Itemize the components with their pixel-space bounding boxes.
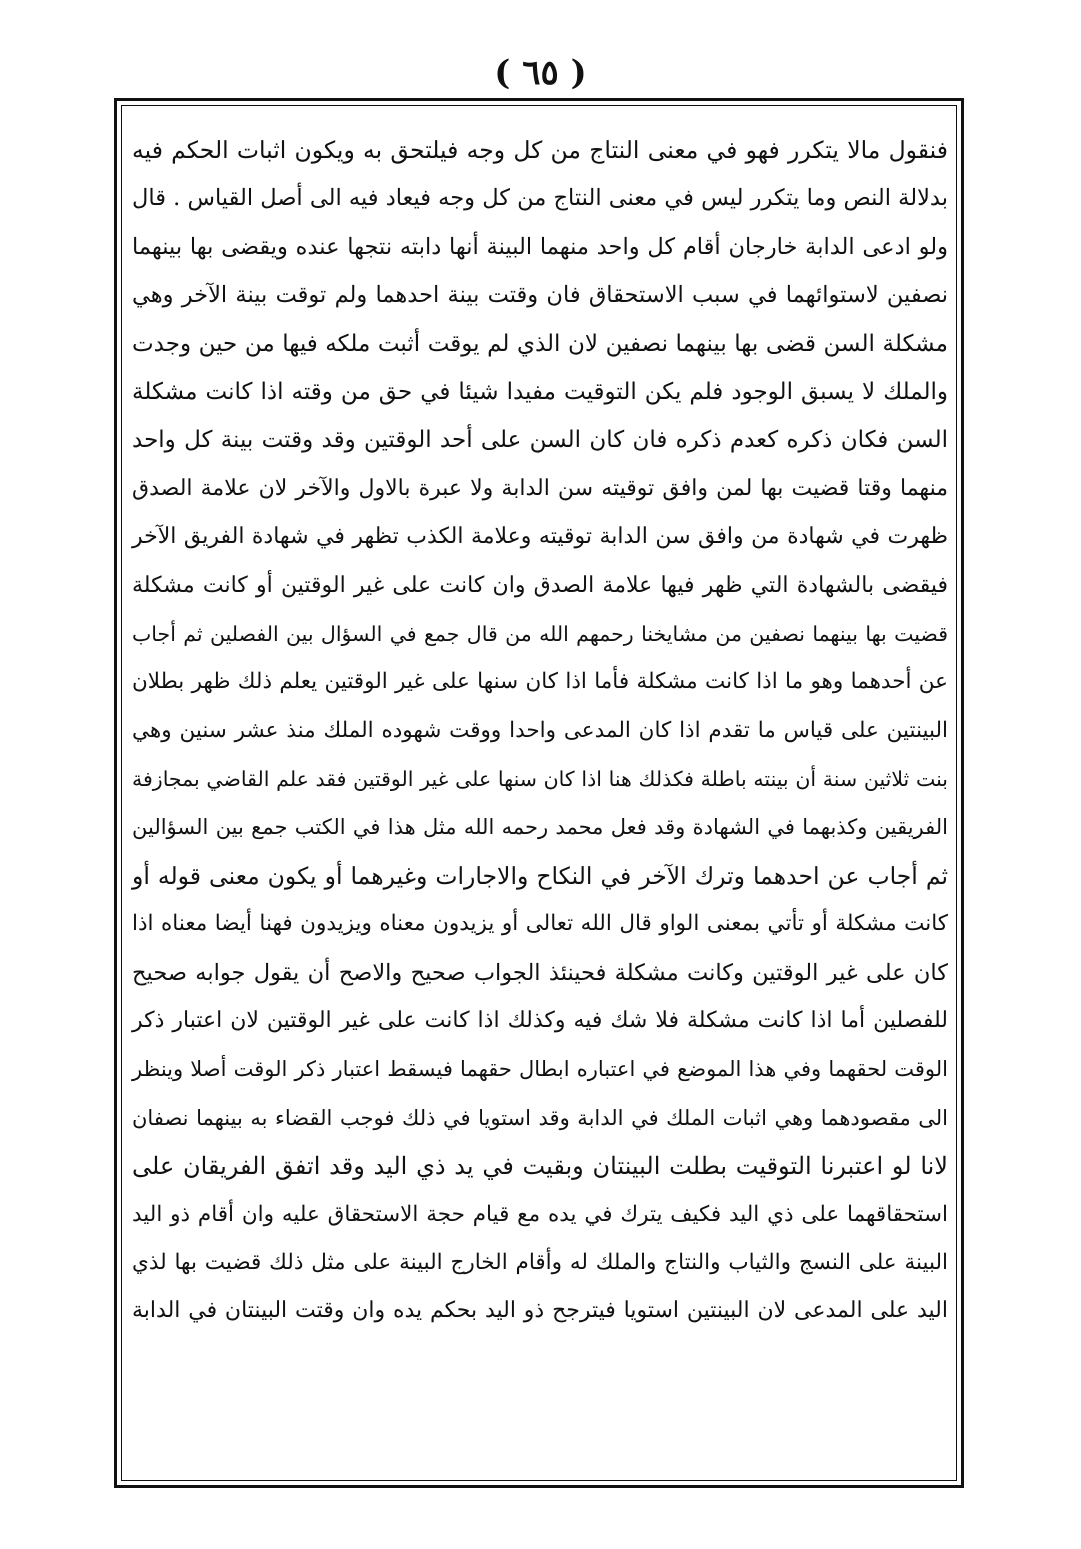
text-line: الفريقين وكذبهما في الشهادة وقد فعل محمد رحمه الله مثل هذا في الكتب جمع بين السؤالين (132, 815, 948, 840)
text-line: ظهرت في شهادة من وافق سن الدابة توقيته وعلامة الكذب تظهر في شهادة الفريق الآخر (132, 524, 948, 550)
text-line: بدلالة النص وما يتكرر ليس في معنى النتاج من كل وجه فيعاد فيه الى أصل القياس . قال (132, 185, 948, 212)
text-line: السن فكان ذكره كعدم ذكره فان كان السن على أحد الوقتين وقد وقتت بينة كل واحد (132, 427, 948, 454)
text-line: فنقول مالا يتكرر فهو في معنى النتاج من كل وجه فيلتحق به ويكون اثبات الحكم فيه (132, 136, 948, 164)
text-line: منهما وقتا قضيت بها لمن وافق توقيته سن الدابة ولا عبرة بالاول والآخر لان علامة الصدق (132, 475, 948, 501)
text-line: البينتين على قياس ما تقدم اذا كان المدعى واحدا ووقت شهوده الملك منذ عشر سنين وهي (132, 717, 948, 743)
text-line: للفصلين أما اذا كانت مشكلة فلا شك فيه وكذلك اذا كانت على غير الوقتين لان اعتبار ذكر (132, 1008, 948, 1034)
text-line: اليد على المدعى لان البينتين استويا فيترجح ذو اليد بحكم يده وان وقتت البينتان في الدابة (132, 1298, 948, 1324)
text-line: مشكلة السن قضى بها بينهما نصفين لان الذي لم يوقت أثبت ملكه فيها من حين وجدت (132, 330, 948, 357)
text-line: نصفين لاستوائهما في سبب الاستحقاق فان وقتت بينة احدهما ولم توقت بينة الآخر وهي (132, 282, 948, 309)
text-line: قضيت بها بينهما نصفين من مشايخنا رحمهم الله من قال جمع في السؤال بين الفصلين ثم أجاب (132, 621, 948, 646)
text-line: كان على غير الوقتين وكانت مشكلة فحينئذ الجواب صحيح والاصح أن يقول جوابه صحيح (132, 959, 948, 986)
text-line: لانا لو اعتبرنا التوقيت بطلت البينتان وبقيت في يد ذي اليد وقد اتفق الفريقان على (132, 1152, 948, 1181)
text-line: بنت ثلاثين سنة أن بينته باطلة فكذلك هنا اذا كان سنها على غير الوقتين فقد علم القاضي بمجازفة (132, 767, 948, 792)
text-line: كانت مشكلة أو تأتي بمعنى الواو قال الله تعالى أو يزيدون معناه ويزيدون فهنا أيضا معناه اذا (132, 911, 948, 937)
page-number: ( ٦٥ ) (494, 53, 587, 93)
text-line: ولو ادعى الدابة خارجان أقام كل واحد منهما البينة أنها دابته نتجها عنده ويقضى بها بينهما (132, 233, 948, 260)
text-line: البينة على النسج والثياب والنتاج والملك له وأقام الخارج البينة على مثل ذلك قضيت بها لذي (132, 1249, 948, 1275)
text-line: استحقاقهما على ذي اليد فكيف يترك في يده مع قيام حجة الاستحقاق عليه وان أقام ذو اليد (132, 1201, 948, 1227)
text-line: عن أحدهما وهو ما اذا كانت مشكلة فأما اذا كان سنها على غير الوقتين يعلم ذلك ظهر بطلان (132, 669, 948, 695)
text-line: فيقضى بالشهادة التي ظهر فيها علامة الصدق وان كانت على غير الوقتين أو كانت مشكلة (132, 572, 948, 598)
text-line: الى مقصودهما وهي اثبات الملك في الدابة وقد استويا في ذلك فوجب القضاء به بينهما نصفان (132, 1105, 948, 1130)
text-line: ثم أجاب عن احدهما وترك الآخر في النكاح والاجارات وغيرهما أو يكون معنى قوله أو (132, 861, 948, 890)
text-line: الوقت لحقهما وفي هذا الموضع في اعتباره ابطال حقهما فيسقط اعتبار ذكر الوقت أصلا وينظر (132, 1057, 948, 1082)
text-line: والملك لا يسبق الوجود فلم يكن التوقيت مفيدا شيئا في حق من وقته اذا كانت مشكلة (132, 378, 948, 405)
body-text (132, 126, 948, 1336)
